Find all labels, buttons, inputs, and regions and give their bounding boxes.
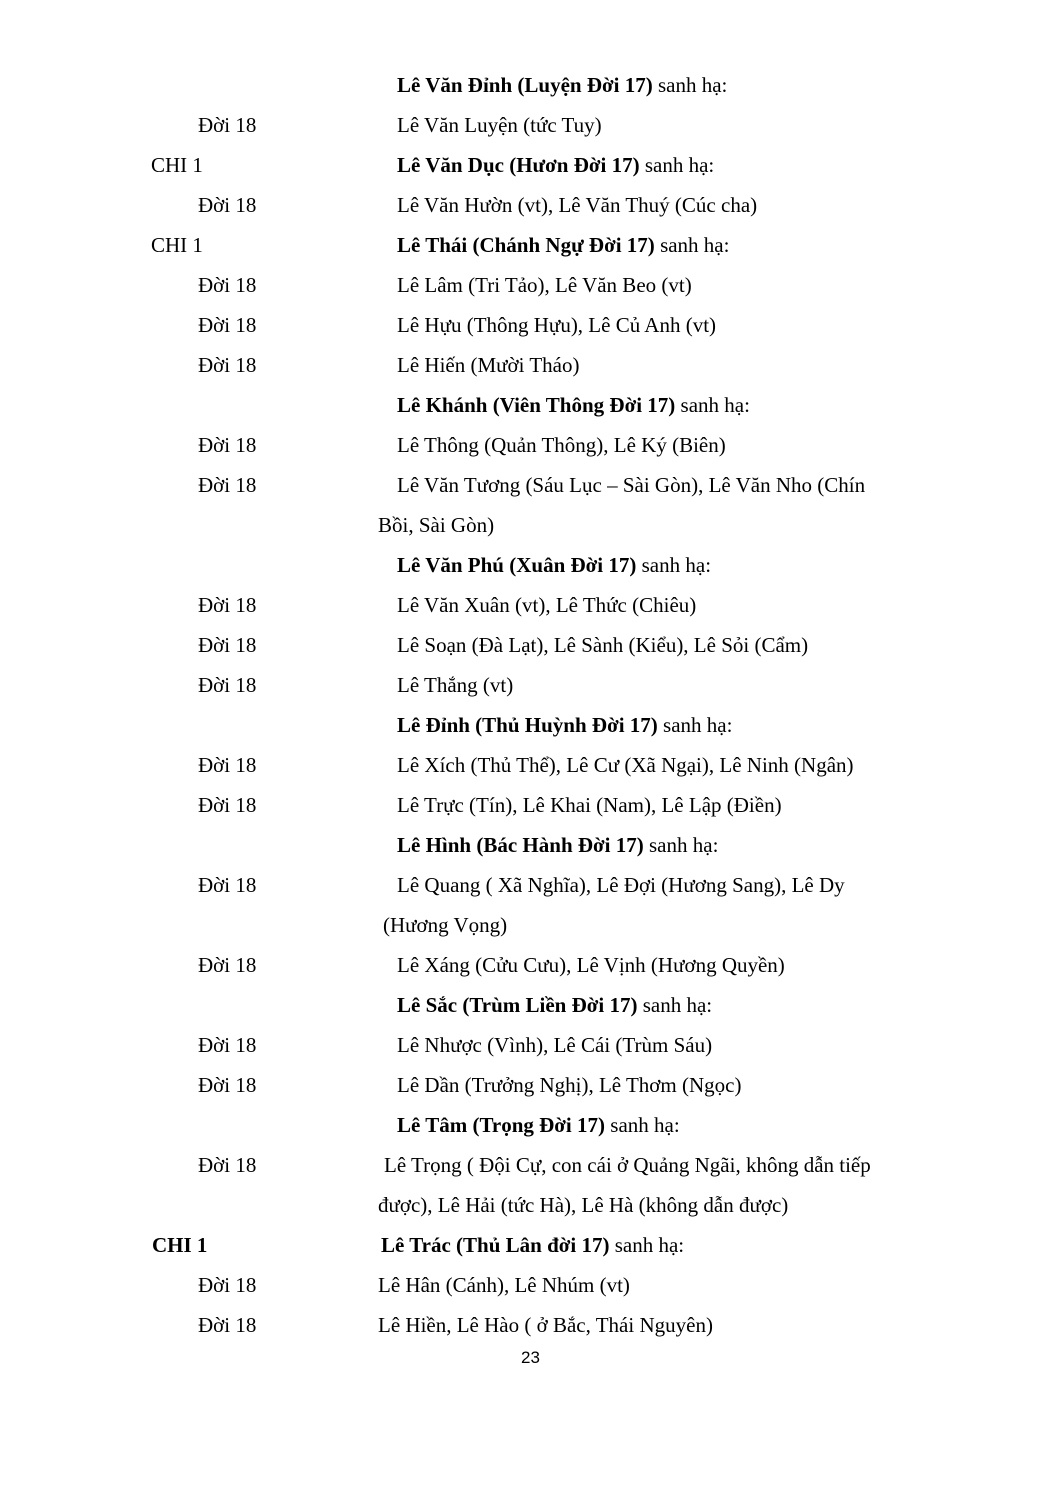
ancestor-name: Lê Hình (Bác Hành Đời 17) — [397, 833, 644, 857]
genealogy-line — [0, 185, 1061, 225]
ancestor-name: Lê Văn Dục (Hươn Đời 17) — [397, 153, 640, 177]
heading-text — [397, 385, 750, 425]
descendants-text: Lê Nhược (Vình), Lê Cái (Trùm Sáu) — [397, 1033, 713, 1057]
descendants-text: Lê Xáng (Cửu Cưu), Lê Vịnh (Hương Quyền) — [397, 953, 785, 977]
genealogy-line — [0, 665, 1061, 705]
descendants-text: Bồi, Sài Gòn) — [378, 513, 495, 537]
descendants-text: Lê Trực (Tín), Lê Khai (Nam), Lê Lập (Điền) — [397, 793, 782, 817]
page-number: 23 — [521, 1348, 540, 1367]
genealogy-line — [0, 1265, 1061, 1305]
heading-text — [397, 225, 729, 265]
genealogy-heading — [0, 1105, 1061, 1145]
descendants-text: được), Lê Hải (tức Hà), Lê Hà (không dẫn được) — [378, 1193, 789, 1217]
genealogy-line — [0, 1065, 1061, 1105]
generation-label: Đời 18 — [198, 793, 257, 817]
genealogy-line — [0, 1025, 1061, 1065]
descendants-text: Lê Thông (Quản Thông), Lê Ký (Biên) — [397, 433, 726, 457]
genealogy-line — [0, 745, 1061, 785]
genealogy-heading — [0, 705, 1061, 745]
genealogy-line-continuation — [0, 1185, 1061, 1225]
descendants-text: Lê Hiến (Mười Tháo) — [397, 353, 580, 377]
genealogy-line — [0, 625, 1061, 665]
heading-suffix: sanh hạ: — [654, 233, 730, 257]
genealogy-line — [0, 785, 1061, 825]
genealogy-line — [0, 105, 1061, 145]
generation-label: Đời 18 — [198, 1073, 257, 1097]
heading-text — [397, 825, 718, 865]
genealogy-line — [0, 945, 1061, 985]
ancestor-name: Lê Văn Phú (Xuân Đời 17) — [397, 553, 637, 577]
genealogy-line — [0, 1305, 1061, 1345]
genealogy-heading — [0, 985, 1061, 1025]
generation-label: Đời 18 — [198, 433, 257, 457]
genealogy-heading — [0, 225, 1061, 265]
ancestor-name: Lê Đỉnh (Thủ Huỳnh Đời 17) — [397, 713, 658, 737]
heading-suffix: sanh hạ: — [643, 833, 719, 857]
heading-text — [397, 65, 727, 105]
generation-label: Đời 18 — [198, 593, 257, 617]
heading-text — [397, 145, 714, 185]
descendants-text: Lê Văn Hườn (vt), Lê Văn Thuý (Cúc cha) — [397, 193, 758, 217]
generation-label: Đời 18 — [198, 113, 257, 137]
genealogy-line — [0, 1145, 1061, 1185]
genealogy-line — [0, 585, 1061, 625]
branch-label: CHI 1 — [151, 153, 203, 177]
descendants-text: Lê Dần (Trưởng Nghị), Lê Thơm (Ngọc) — [397, 1073, 742, 1097]
heading-suffix: sanh hạ: — [639, 153, 715, 177]
genealogy-heading — [0, 825, 1061, 865]
descendants-text: Lê Lâm (Tri Tảo), Lê Văn Beo (vt) — [397, 273, 692, 297]
heading-suffix: sanh hạ: — [636, 553, 712, 577]
descendants-text: Lê Trọng ( Đội Cự, con cái ở Quảng Ngãi, không dẫn tiếp — [384, 1153, 871, 1177]
descendants-text: Lê Hân (Cánh), Lê Nhúm (vt) — [378, 1273, 630, 1297]
ancestor-name: Lê Khánh (Viên Thông Đời 17) — [397, 393, 676, 417]
descendants-text: Lê Thắng (vt) — [397, 673, 514, 697]
generation-label: Đời 18 — [198, 753, 257, 777]
ancestor-name: Lê Tâm (Trọng Đời 17) — [397, 1113, 606, 1137]
genealogy-heading — [0, 145, 1061, 185]
heading-suffix: sanh hạ: — [652, 73, 728, 97]
genealogy-heading — [0, 65, 1061, 105]
generation-label: Đời 18 — [198, 1273, 257, 1297]
genealogy-line — [0, 465, 1061, 505]
heading-text — [397, 705, 732, 745]
generation-label: Đời 18 — [198, 633, 257, 657]
ancestor-name: Lê Trác (Thủ Lân đời 17) — [381, 1233, 610, 1257]
ancestor-name: Lê Sắc (Trùm Liền Đời 17) — [397, 993, 638, 1017]
branch-label: CHI 1 — [151, 233, 203, 257]
ancestor-name: Lê Thái (Chánh Ngự Đời 17) — [397, 233, 655, 257]
heading-suffix: sanh hạ: — [637, 993, 713, 1017]
descendants-text: Lê Soạn (Đà Lạt), Lê Sành (Kiểu), Lê Sỏi (Cẩm) — [397, 633, 809, 657]
generation-label: Đời 18 — [198, 193, 257, 217]
descendants-text: Lê Xích (Thủ Thể), Lê Cư (Xã Ngại), Lê Ninh (Ngân) — [397, 753, 854, 777]
genealogy-line — [0, 865, 1061, 905]
heading-suffix: sanh hạ: — [675, 393, 750, 417]
generation-label: Đời 18 — [198, 1033, 257, 1057]
generation-label: Đời 18 — [198, 1313, 257, 1337]
genealogy-line — [0, 305, 1061, 345]
descendants-text: Lê Hiền, Lê Hào ( ở Bắc, Thái Nguyên) — [378, 1313, 713, 1337]
genealogy-heading — [0, 1225, 1061, 1265]
branch-label: CHI 1 — [152, 1233, 208, 1257]
heading-text — [397, 545, 711, 585]
generation-label: Đời 18 — [198, 873, 257, 897]
heading-text — [397, 1105, 680, 1145]
genealogy-heading — [0, 545, 1061, 585]
generation-label: Đời 18 — [198, 353, 257, 377]
genealogy-line — [0, 425, 1061, 465]
genealogy-line-continuation — [0, 505, 1061, 545]
ancestor-name: Lê Văn Đỉnh (Luyện Đời 17) — [397, 73, 653, 97]
descendants-text: Lê Hựu (Thông Hựu), Lê Củ Anh (vt) — [397, 313, 717, 337]
genealogy-line — [0, 345, 1061, 385]
generation-label: Đời 18 — [198, 313, 257, 337]
heading-suffix: sanh hạ: — [605, 1113, 680, 1137]
descendants-text: Lê Văn Xuân (vt), Lê Thức (Chiêu) — [397, 593, 697, 617]
genealogy-line-continuation — [0, 905, 1061, 945]
descendants-text: Lê Quang ( Xã Nghĩa), Lê Đợi (Hương Sang), Lê Dy — [397, 873, 845, 897]
generation-label: Đời 18 — [198, 953, 257, 977]
genealogy-heading — [0, 385, 1061, 425]
descendants-text: Lê Văn Luyện (tức Tuy) — [397, 113, 602, 137]
descendants-text: (Hương Vọng) — [383, 913, 508, 937]
heading-text — [397, 985, 712, 1025]
generation-label: Đời 18 — [198, 473, 257, 497]
generation-label: Đời 18 — [198, 673, 257, 697]
genealogy-line — [0, 265, 1061, 305]
generation-label: Đời 18 — [198, 273, 257, 297]
heading-suffix: sanh hạ: — [609, 1233, 685, 1257]
generation-label: Đời 18 — [198, 1153, 257, 1177]
heading-text — [381, 1225, 684, 1265]
descendants-text: Lê Văn Tương (Sáu Lục – Sài Gòn), Lê Văn Nho (Chín — [397, 473, 866, 497]
heading-suffix: sanh hạ: — [657, 713, 733, 737]
